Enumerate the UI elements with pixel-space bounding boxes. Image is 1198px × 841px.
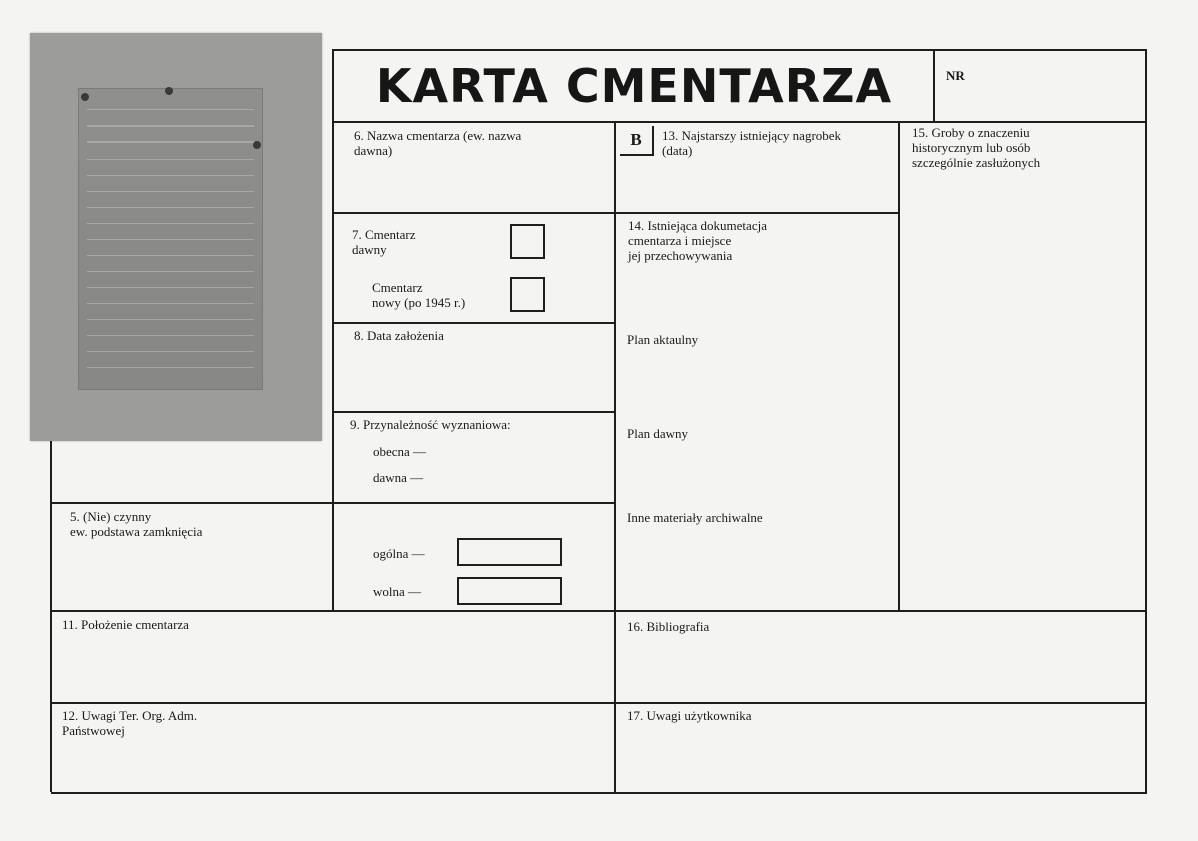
rule-bottom: [51, 792, 1147, 794]
inscription-line: [87, 367, 254, 368]
plaque-image: [78, 88, 263, 390]
field-9-label: 9. Przynależność wyznaniowa:: [350, 417, 511, 432]
rule-f7-bottom: [334, 322, 614, 324]
inscription-line: [87, 351, 254, 352]
field-5-label: 5. (Nie) czynny ew. podstawa zamknięcia: [70, 509, 203, 539]
free-area-field[interactable]: [457, 577, 562, 605]
nr-label: NR: [946, 68, 965, 83]
field-9-former-label: dawna —: [373, 470, 424, 485]
field-6-label: 6. Nazwa cmentarza (ew. nazwa dawna): [354, 128, 522, 158]
field-14-plan-former-label: Plan dawny: [627, 426, 689, 441]
inscription-line: [87, 175, 254, 176]
field-12-label: 12. Uwagi Ter. Org. Adm. Państwowej: [62, 708, 198, 738]
field-7-old-label: 7. Cmentarz dawny: [352, 227, 416, 257]
cemetery-new-checkbox[interactable]: [510, 277, 545, 312]
rule-col3: [898, 121, 900, 610]
inscription-line: [87, 191, 254, 192]
inscription-line: [87, 255, 254, 256]
field-10-total-label: ogólna —: [373, 546, 425, 561]
cemetery-old-checkbox[interactable]: [510, 224, 545, 259]
inscription-line: [87, 207, 254, 208]
inscription-line: [87, 159, 254, 160]
inscription-line: [87, 109, 254, 110]
inscription-line: [87, 223, 254, 224]
rule-col2: [614, 121, 616, 610]
inscription-line: [87, 287, 254, 288]
field-14-label: 14. Istniejąca dokumetacja cmentarza i miejsce jej przechowywania: [628, 218, 767, 263]
inscription-line: [87, 303, 254, 304]
inscription-line: [87, 239, 254, 240]
rule-col1: [332, 49, 334, 610]
inscription-line: [87, 125, 254, 127]
field-9-current-label: obecna —: [373, 444, 427, 459]
rule-col2-lower: [614, 610, 616, 792]
field-17-label: 17. Uwagi użytkownika: [627, 708, 752, 723]
rule-f6-bottom: [334, 212, 899, 214]
field-11-label: 11. Położenie cmentarza: [62, 617, 189, 632]
field-14-plan-current-label: Plan aktaulny: [627, 332, 699, 347]
nail-icon: [253, 141, 261, 149]
rule-title-bottom: [334, 121, 1147, 123]
field-14-other-label: Inne materiały archiwalne: [627, 510, 763, 525]
rule-left: [50, 440, 52, 792]
page-title: KARTA CMENTARZA: [375, 59, 893, 113]
rule-right: [1145, 49, 1147, 794]
field-8-label: 8. Data założenia: [354, 328, 444, 343]
field-15-label: 15. Groby o znaczeniu historycznym lub osób szczególnie zasłużonych: [912, 125, 1041, 170]
inscription-line: [87, 319, 254, 320]
nail-icon: [81, 93, 89, 101]
inscription-line: [87, 271, 254, 272]
rule-top: [334, 49, 1147, 51]
inscription-line: [87, 335, 254, 336]
grave-plaque-photo: [30, 33, 322, 441]
field-16-label: 16. Bibliografia: [627, 619, 710, 634]
section-badge: B: [620, 126, 654, 156]
nail-icon: [165, 87, 173, 95]
total-area-field[interactable]: [457, 538, 562, 566]
rule-f8-bottom: [334, 411, 614, 413]
field-7-new-label: Cmentarz nowy (po 1945 r.): [372, 280, 466, 310]
inscription-line: [87, 141, 254, 143]
rule-f11-bottom: [51, 702, 1147, 704]
field-10-free-label: wolna —: [373, 584, 422, 599]
rule-mid: [51, 610, 1147, 612]
field-13-label: 13. Najstarszy istniejący nagrobek (data): [662, 128, 842, 158]
